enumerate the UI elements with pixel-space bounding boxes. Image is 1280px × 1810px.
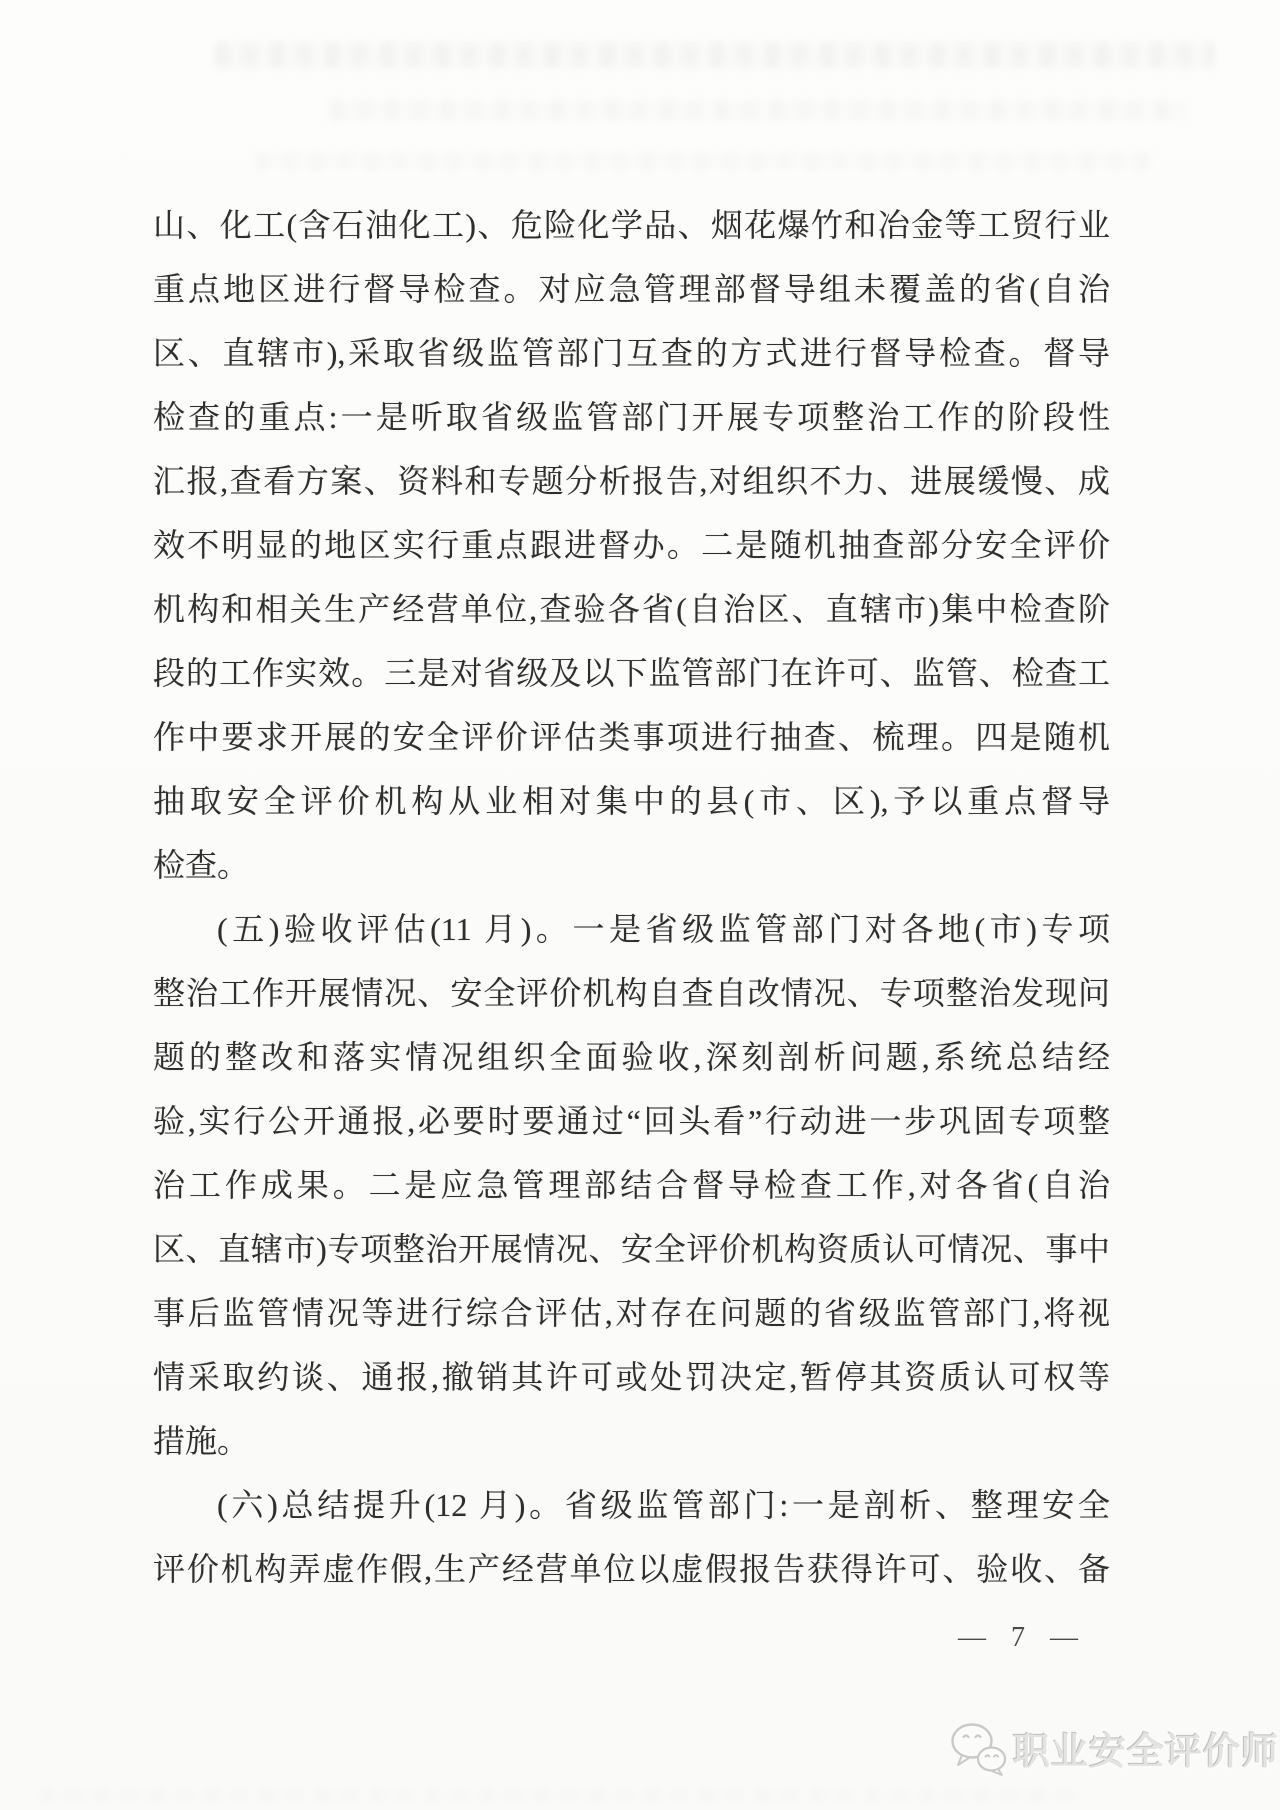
watermark-text: 职业安全评价师 bbox=[1013, 1731, 1279, 1772]
document-line: 治工作成果。二是应急管理部结合督导检查工作,对各省(自治 bbox=[153, 1167, 1110, 1203]
document-line: 情采取约谈、通报,撤销其许可或处罚决定,暂停其资质认可权等 bbox=[153, 1359, 1110, 1395]
document-line: 区、直辖市),采取省级监管部门互查的方式进行督导检查。督导 bbox=[153, 335, 1110, 371]
document-line: 重点地区进行督导检查。对应急管理部督导组未覆盖的省(自治 bbox=[153, 271, 1110, 307]
document-line section-heading-line: (六)总结提升(12 月)。省级监管部门:一是剖析、整理安全 bbox=[217, 1487, 1110, 1523]
bleed-through-ghost bbox=[40, 1788, 1080, 1802]
document-line: 区、直辖市)专项整治开展情况、安全评价机构资质认可情况、事中 bbox=[153, 1231, 1110, 1267]
bleed-through-ghost bbox=[330, 100, 1185, 121]
watermark bbox=[948, 1720, 1279, 1776]
document-line: 整治工作开展情况、安全评价机构自查自改情况、专项整治发现问 bbox=[153, 975, 1110, 1011]
document-line: 汇报,查看方案、资料和专题分析报告,对组织不力、进展缓慢、成 bbox=[153, 463, 1110, 499]
document-line: 评价机构弄虚作假,生产经营单位以虚假报告获得许可、验收、备 bbox=[153, 1551, 1110, 1587]
document-line: 作中要求开展的安全评价评估类事项进行抽查、梳理。四是随机 bbox=[153, 719, 1110, 755]
wechat-icon bbox=[948, 1720, 1008, 1776]
document-line: 题的整改和落实情况组织全面验收,深刻剖析问题,系统总结经 bbox=[153, 1039, 1110, 1075]
document-body bbox=[153, 193, 1110, 1601]
document-line: 事后监管情况等进行综合评估,对存在问题的省级监管部门,将视 bbox=[153, 1295, 1110, 1331]
document-line: 抽取安全评价机构从业相对集中的县(市、区),予以重点督导 bbox=[153, 783, 1110, 819]
document-line: 检查。 bbox=[153, 847, 250, 883]
document-line: 段的工作实效。三是对省级及以下监管部门在许可、监管、检查工 bbox=[153, 655, 1110, 691]
document-line: 效不明显的地区实行重点跟进督办。二是随机抽查部分安全评价 bbox=[153, 527, 1110, 563]
document-line: 措施。 bbox=[153, 1423, 250, 1459]
bleed-through-ghost bbox=[215, 42, 1215, 68]
document-line: 山、化工(含石油化工)、危险化学品、烟花爆竹和冶金等工贸行业 bbox=[153, 207, 1110, 243]
document-line section-heading-line: (五)验收评估(11 月)。一是省级监管部门对各地(市)专项 bbox=[217, 911, 1110, 947]
document-line: 验,实行公开通报,必要时要通过“回头看”行动进一步巩固专项整 bbox=[153, 1103, 1110, 1139]
document-line: 检查的重点:一是听取省级监管部门开展专项整治工作的阶段性 bbox=[153, 399, 1110, 435]
page-number: — 7 — bbox=[958, 1622, 1082, 1653]
document-line: 机构和相关生产经营单位,查验各省(自治区、直辖市)集中检查阶 bbox=[153, 591, 1110, 627]
bleed-through-ghost bbox=[255, 152, 1150, 171]
